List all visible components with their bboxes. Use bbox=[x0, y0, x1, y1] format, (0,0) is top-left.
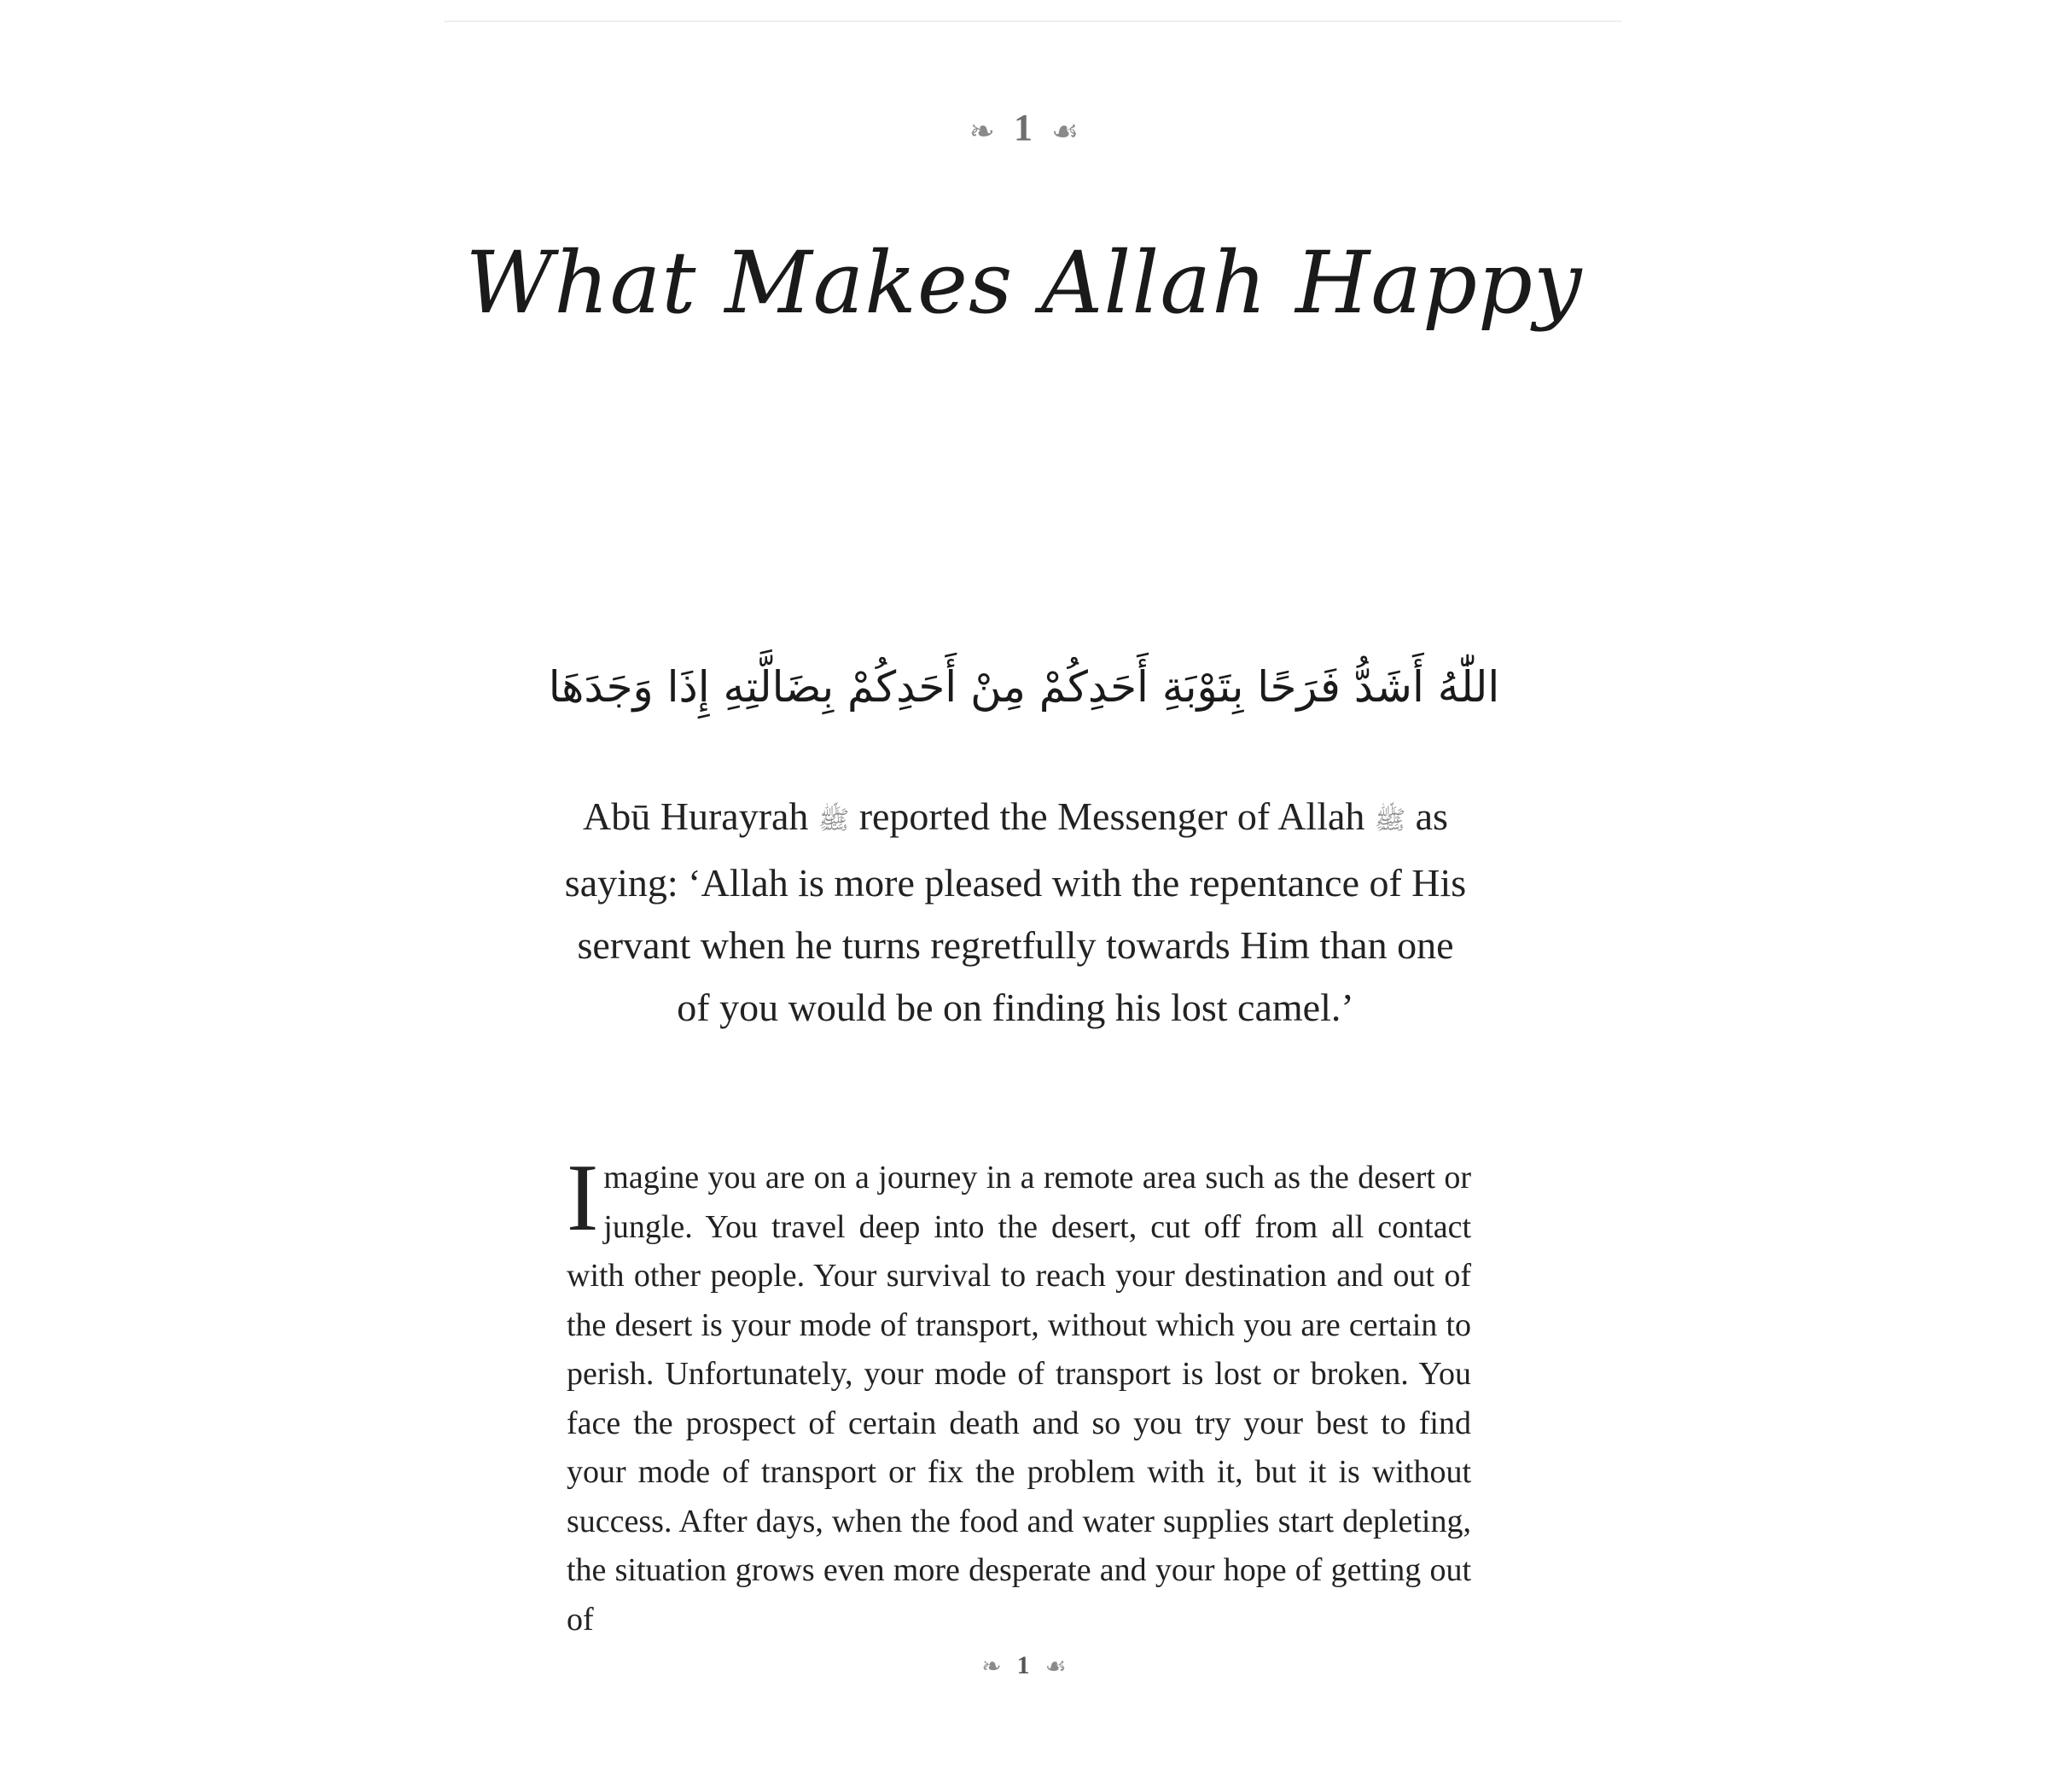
honorific-icon: ﷺ bbox=[1374, 805, 1406, 835]
drop-cap: I bbox=[567, 1145, 599, 1251]
top-rule bbox=[444, 20, 1621, 22]
right-flourish-icon: ☙ bbox=[1044, 1654, 1067, 1681]
hadith-translation bbox=[563, 785, 1468, 1039]
body-paragraph-text: magine you are on a journey in a remote area such as the desert or jungle. You travel deep into the desert, cut off from all contact with other people. Your survival to reach your destination and out of the desert is your mode of transport, without which you are certain to perish. Unfortunately, your mode of transport is lost or broken. You face the prospect of certain death and so you try your best to find your mode of transport or fix the problem with it, but it is without success. After days, when the food and water supplies start depleting, the situation grows even more desperate and your hope of getting out of bbox=[567, 1160, 1471, 1638]
hadith-text-part2: reported the Messenger of Allah bbox=[849, 794, 1375, 838]
left-flourish-icon: ❧ bbox=[981, 1654, 1002, 1681]
chapter-title: What Makes Allah Happy bbox=[465, 233, 1583, 333]
chapter-number-header bbox=[0, 101, 2048, 159]
body-paragraph bbox=[567, 1145, 1471, 1644]
left-flourish-icon: ❧ bbox=[969, 113, 995, 148]
page-footer bbox=[0, 1649, 2048, 1684]
right-flourish-icon: ☙ bbox=[1050, 113, 1079, 148]
hadith-text-part1: Abū Hurayrah bbox=[583, 794, 818, 838]
chapter-number: 1 bbox=[1013, 107, 1033, 148]
page-number: 1 bbox=[1016, 1651, 1030, 1679]
hadith-text-part3: as saying: ‘Allah is more pleased with the repentance of His servant when he turns regretfully towards Him than one of you would be on finding his lost camel.’ bbox=[564, 794, 1467, 1029]
honorific-icon: ﷺ bbox=[817, 805, 850, 835]
hadith-arabic: اللّٰهُ أَشَدُّ فَرَحًا بِتَوْبَةِ أَحَدِكُمْ مِنْ أَحَدِكُمْ بِضَالَّتِهِ إِذَا وَجَدَهَا bbox=[548, 662, 1500, 712]
